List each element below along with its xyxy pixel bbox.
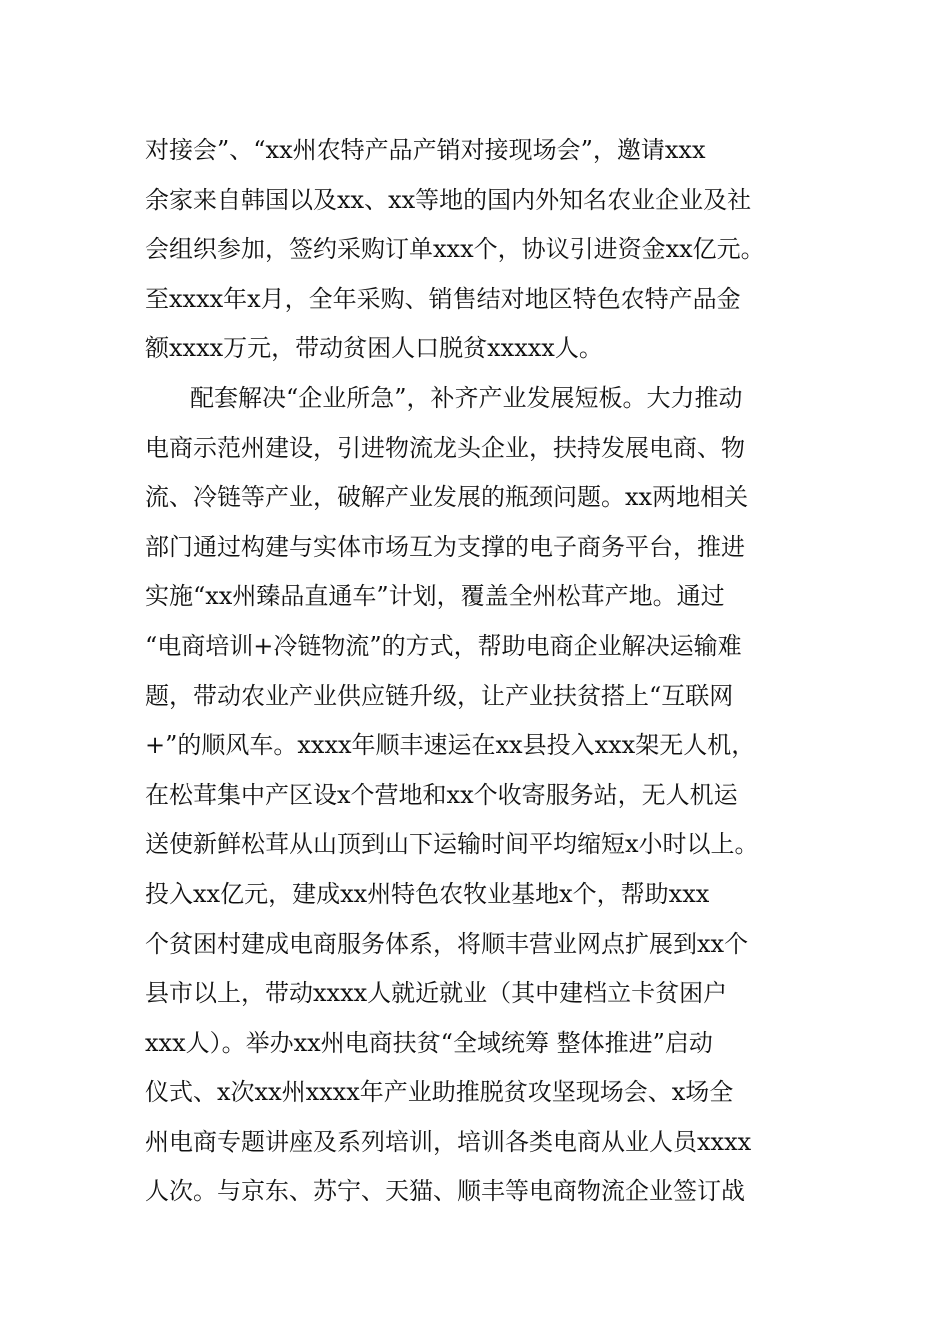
text-line: 配套解决“企业所急”，补齐产业发展短板。大力推动 bbox=[190, 383, 743, 412]
paragraph-2 bbox=[145, 374, 825, 1217]
text-line: 部门通过构建与实体市场互为支撑的电子商务平台，推进 bbox=[145, 532, 745, 561]
text-line: 流、冷链等产业，破解产业发展的瓶颈问题。xx两地相关 bbox=[145, 483, 749, 512]
text-line: 对接会”、“xx州农特产品产销对接现场会”，邀请xxx bbox=[145, 136, 706, 164]
text-line: 仪式、x次xx州xxxx年产业助推脱贫攻坚现场会、x场全 bbox=[145, 1078, 734, 1107]
text-line: xxx人）。举办xx州电商扶贫“全域统筹 整体推进”启动 bbox=[145, 1028, 713, 1057]
text-line: “电商培训+冷链物流”的方式，帮助电商企业解决运输难 bbox=[145, 631, 742, 660]
text-line: 题，带动农业产业供应链升级，让产业扶贫搭上“互联网 bbox=[145, 681, 734, 710]
text-line: 在松茸集中产区设x个营地和xx个收寄服务站，无人机运 bbox=[145, 780, 738, 809]
text-line: 人次。与京东、苏宁、天猫、顺丰等电商物流企业签订战 bbox=[145, 1177, 745, 1206]
text-line: 送使新鲜松茸从山顶到山下运输时间平均缩短x小时以上。 bbox=[145, 830, 759, 859]
paragraph-1 bbox=[145, 126, 825, 374]
text-line: 县市以上，带动xxxx人就近就业（其中建档立卡贫困户 bbox=[145, 979, 728, 1008]
text-line: 余家来自韩国以及xx、xx等地的国内外知名农业企业及社 bbox=[145, 185, 752, 214]
document-body bbox=[145, 126, 825, 1217]
text-line: 至xxxx年x月，全年采购、销售结对地区特色农特产品金 bbox=[145, 284, 741, 313]
text-line: 会组织参加，签约采购订单xxx个，协议引进资金xx亿元。 bbox=[145, 235, 765, 264]
text-line: 电商示范州建设，引进物流龙头企业，扶持发展电商、物 bbox=[145, 433, 745, 462]
text-line: 实施“xx州臻品直通车”计划，覆盖全州松茸产地。通过 bbox=[145, 582, 725, 611]
text-line: 额xxxx万元，带动贫困人口脱贫xxxxx人。 bbox=[145, 334, 603, 363]
text-line: 投入xx亿元，建成xx州特色农牧业基地x个，帮助xxx bbox=[145, 879, 710, 908]
text-line: 州电商专题讲座及系列培训，培训各类电商从业人员xxxx bbox=[145, 1127, 752, 1156]
text-line: +”的顺风车。xxxx年顺丰速运在xx县投入xxx架无人机， bbox=[145, 731, 756, 760]
text-line: 个贫困村建成电商服务体系，将顺丰营业网点扩展到xx个 bbox=[145, 929, 749, 958]
